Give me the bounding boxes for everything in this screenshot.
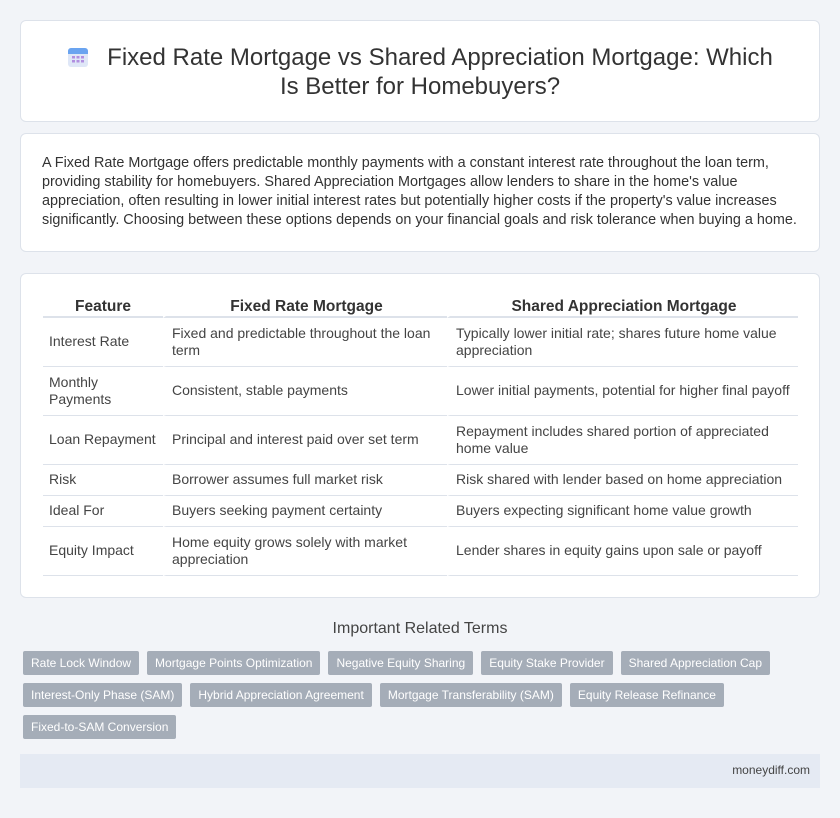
page-title: Fixed Rate Mortgage vs Shared Appreciation Mortgage: Which Is Better for Homebuyers? (107, 44, 773, 100)
feature-cell: Ideal For (43, 496, 163, 527)
feature-cell: Loan Repayment (43, 416, 163, 465)
header-feature: Feature (43, 296, 163, 318)
related-term-tag[interactable]: Equity Stake Provider (481, 651, 612, 675)
header-fixed-rate: Fixed Rate Mortgage (163, 296, 447, 318)
fixed-rate-cell: Borrower assumes full market risk (163, 465, 447, 496)
related-term-tag[interactable]: Rate Lock Window (23, 651, 139, 675)
related-term-tag[interactable]: Interest-Only Phase (SAM) (23, 683, 182, 707)
intro-card (20, 133, 820, 252)
feature-cell: Equity Impact (43, 527, 163, 576)
feature-cell: Monthly Payments (43, 367, 163, 416)
table-row (43, 367, 798, 416)
fixed-rate-cell: Principal and interest paid over set term (163, 416, 447, 465)
fixed-rate-cell: Buyers seeking payment certainty (163, 496, 447, 527)
related-term-tag[interactable]: Shared Appreciation Cap (621, 651, 770, 675)
comparison-table (43, 296, 798, 576)
table-header-row (43, 296, 798, 318)
related-terms-list (23, 651, 803, 739)
fixed-rate-cell: Consistent, stable payments (163, 367, 447, 416)
table-row (43, 527, 798, 576)
related-terms-heading: Important Related Terms (332, 620, 508, 637)
footer-site-link[interactable]: moneydiff.com (732, 763, 810, 777)
fixed-rate-cell: Fixed and predictable throughout the loan term (163, 318, 447, 367)
related-term-tag[interactable]: Mortgage Transferability (SAM) (380, 683, 562, 707)
related-term-tag[interactable]: Hybrid Appreciation Agreement (190, 683, 371, 707)
related-term-tag[interactable]: Negative Equity Sharing (328, 651, 473, 675)
shared-appreciation-cell: Repayment includes shared portion of appreciated home value (447, 416, 798, 465)
related-term-tag[interactable]: Mortgage Points Optimization (147, 651, 320, 675)
fixed-rate-cell: Home equity grows solely with market appreciation (163, 527, 447, 576)
shared-appreciation-cell: Typically lower initial rate; shares future home value appreciation (447, 318, 798, 367)
shared-appreciation-cell: Risk shared with lender based on home appreciation (447, 465, 798, 496)
table-row (43, 416, 798, 465)
title-card (20, 20, 820, 122)
comparison-card (20, 273, 820, 598)
related-term-tag[interactable]: Fixed-to-SAM Conversion (23, 715, 176, 739)
footer (20, 754, 820, 788)
page-title-wrap (21, 43, 819, 101)
calendar-icon (67, 46, 89, 68)
table-row (43, 318, 798, 367)
feature-cell: Interest Rate (43, 318, 163, 367)
shared-appreciation-cell: Buyers expecting significant home value growth (447, 496, 798, 527)
feature-cell: Risk (43, 465, 163, 496)
table-row (43, 496, 798, 527)
table-row (43, 465, 798, 496)
related-term-tag[interactable]: Equity Release Refinance (570, 683, 724, 707)
shared-appreciation-cell: Lower initial payments, potential for higher final payoff (447, 367, 798, 416)
header-shared-appreciation: Shared Appreciation Mortgage (447, 296, 798, 318)
intro-paragraph: A Fixed Rate Mortgage offers predictable monthly payments with a constant interest rate throughout the loan term, providing stability for homebuyers. Shared Appreciation Mortgages allow lenders to share in the home's value appreciation, often resulting in lower initial interest rates but potentially higher costs if the property's value increases significantly. Choosing between these options depends on your financial goals and risk tolerance when buying a home. (42, 155, 797, 228)
shared-appreciation-cell: Lender shares in equity gains upon sale or payoff (447, 527, 798, 576)
